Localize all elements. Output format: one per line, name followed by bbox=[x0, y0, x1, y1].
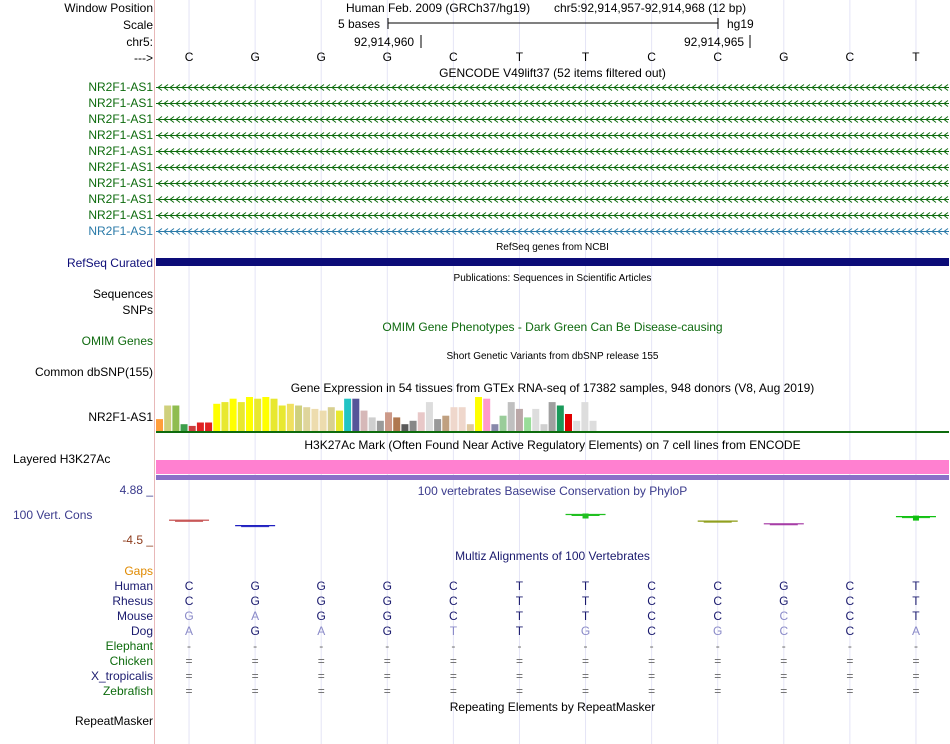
alignment-base: - bbox=[319, 639, 324, 653]
alignment-base: = bbox=[317, 684, 325, 698]
gtex-tissue-bar[interactable] bbox=[303, 407, 310, 431]
base-letter: G bbox=[316, 50, 326, 64]
base-letter: G bbox=[779, 50, 789, 64]
species-label[interactable]: Zebrafish bbox=[102, 684, 153, 698]
gtex-tissue-bar[interactable] bbox=[500, 416, 507, 431]
gtex-tissue-bar[interactable] bbox=[246, 397, 253, 431]
base-letter: G bbox=[382, 50, 392, 64]
phylop-score-mark[interactable] bbox=[566, 514, 606, 519]
refseq-curated-bar[interactable] bbox=[156, 258, 949, 266]
scale-label: Scale bbox=[122, 18, 153, 32]
alignment-base: T bbox=[449, 624, 458, 638]
alignment-base: = bbox=[251, 684, 259, 698]
gtex-tissue-bar[interactable] bbox=[279, 406, 286, 432]
alignment-base: C bbox=[779, 624, 789, 638]
base-letter: T bbox=[912, 50, 920, 64]
gtex-tissue-bar[interactable] bbox=[434, 419, 441, 431]
gtex-tissue-bar[interactable] bbox=[230, 399, 237, 431]
alignment-base: = bbox=[383, 669, 391, 683]
gtex-tissue-bar[interactable] bbox=[410, 421, 417, 431]
alignment-base: = bbox=[714, 654, 722, 668]
gtex-tissue-bar[interactable] bbox=[254, 399, 261, 431]
alignment-base: G bbox=[779, 594, 789, 608]
alignment-base: C bbox=[449, 579, 458, 593]
alignment-base: C bbox=[184, 579, 194, 593]
gtex-tissue-bar[interactable] bbox=[393, 417, 400, 431]
gtex-gene-label[interactable]: NR2F1-AS1 bbox=[88, 410, 153, 424]
gtex-tissue-bar[interactable] bbox=[271, 399, 278, 431]
alignment-base: = bbox=[383, 654, 391, 668]
publications-snps-label[interactable]: SNPs bbox=[122, 303, 153, 317]
gtex-tissue-bar[interactable] bbox=[483, 399, 490, 431]
alignment-base: G bbox=[250, 579, 260, 593]
alignment-base: - bbox=[781, 639, 786, 653]
alignment-base: = bbox=[912, 654, 920, 668]
window-position-label: Window Position bbox=[64, 1, 153, 15]
species-label[interactable]: Mouse bbox=[116, 609, 153, 623]
assembly-title: Human Feb. 2009 (GRCh37/hg19) bbox=[346, 1, 531, 15]
gtex-tissue-bar[interactable] bbox=[221, 402, 228, 431]
gtex-tissue-bar[interactable] bbox=[549, 402, 556, 431]
gtex-tissue-bar[interactable] bbox=[516, 409, 523, 431]
phylop-score-mark[interactable] bbox=[764, 524, 804, 525]
publications-track-title: Publications: Sequences in Scientific Articles bbox=[453, 273, 652, 284]
phylop-score-mark[interactable] bbox=[169, 520, 209, 521]
base-letter: T bbox=[515, 50, 524, 64]
alignment-base: = bbox=[251, 654, 259, 668]
alignment-base: = bbox=[449, 669, 457, 683]
alignment-base: = bbox=[185, 654, 193, 668]
species-label[interactable]: Dog bbox=[130, 624, 153, 638]
gtex-tissue-bar[interactable] bbox=[213, 404, 220, 431]
gtex-track-title: Gene Expression in 54 tissues from GTEx RNA-seq of 17382 samples, 948 donors (V8, Aug 2019) bbox=[290, 381, 815, 395]
phylop-score-mark[interactable] bbox=[235, 526, 275, 527]
alignment-base: = bbox=[912, 684, 920, 698]
gencode-gene-label[interactable]: NR2F1-AS1 bbox=[88, 160, 153, 174]
alignment-base: = bbox=[714, 684, 722, 698]
phylop-conservation-marks[interactable] bbox=[169, 514, 936, 527]
base-letter: C bbox=[647, 50, 656, 64]
base-position-grid bbox=[189, 0, 916, 744]
gtex-tissue-bar[interactable] bbox=[524, 417, 531, 431]
gtex-tissue-bar[interactable] bbox=[181, 424, 188, 431]
gtex-tissue-bar[interactable] bbox=[262, 397, 269, 431]
gencode-gene-feature[interactable] bbox=[156, 101, 949, 107]
gtex-tissue-bar[interactable] bbox=[385, 412, 392, 431]
alignment-base: = bbox=[846, 684, 854, 698]
gtex-tissue-bar[interactable] bbox=[573, 421, 580, 431]
base-letter: G bbox=[250, 50, 260, 64]
alignment-base: G bbox=[316, 594, 326, 608]
alignment-base: - bbox=[385, 639, 390, 653]
direction-arrow-label: ---> bbox=[134, 51, 153, 65]
species-label[interactable]: Rhesus bbox=[112, 594, 153, 608]
phylop-label[interactable]: 100 Vert. Cons bbox=[13, 508, 93, 522]
gtex-tissue-bar[interactable] bbox=[361, 411, 368, 431]
position-text: chr5:92,914,957-92,914,968 (12 bp) bbox=[554, 1, 747, 15]
phylop-min-label: -4.5 _ bbox=[122, 533, 153, 547]
gencode-gene-feature[interactable] bbox=[156, 197, 949, 203]
gencode-gene-label[interactable]: NR2F1-AS1 bbox=[88, 80, 153, 94]
alignment-base: A bbox=[185, 624, 194, 638]
gtex-tissue-bar[interactable] bbox=[156, 419, 163, 431]
gtex-tissue-bar[interactable] bbox=[197, 423, 204, 432]
gtex-tissue-bar[interactable] bbox=[426, 402, 433, 431]
alignment-base: C bbox=[845, 624, 855, 638]
alignment-base: = bbox=[251, 669, 259, 683]
alignment-base: C bbox=[647, 579, 656, 593]
alignment-base: = bbox=[515, 684, 523, 698]
alignment-base: - bbox=[253, 639, 258, 653]
alignment-base: C bbox=[449, 594, 458, 608]
gtex-tissue-bar[interactable] bbox=[320, 411, 327, 431]
gencode-gene-label[interactable]: NR2F1-AS1 bbox=[88, 144, 153, 158]
gtex-tissue-bar[interactable] bbox=[450, 407, 457, 431]
alignment-base: - bbox=[451, 639, 456, 653]
coord-label-2: 92,914,965 bbox=[684, 35, 745, 49]
gtex-tissue-bar[interactable] bbox=[311, 409, 318, 431]
alignment-base: = bbox=[780, 654, 788, 668]
alignment-base: T bbox=[581, 579, 590, 593]
alignment-base: T bbox=[515, 624, 524, 638]
gtex-tissue-bar[interactable] bbox=[508, 402, 515, 431]
base-letter: C bbox=[713, 50, 723, 64]
gtex-tissue-bar[interactable] bbox=[295, 406, 302, 432]
alignment-base: G bbox=[382, 624, 392, 638]
alignment-base: C bbox=[713, 594, 723, 608]
alignment-base: - bbox=[517, 639, 522, 653]
base-letter: T bbox=[581, 50, 590, 64]
repeatmasker-track-title: Repeating Elements by RepeatMasker bbox=[449, 700, 656, 714]
refseq-curated-label[interactable]: RefSeq Curated bbox=[66, 256, 153, 270]
alignment-base: T bbox=[581, 609, 590, 623]
multiz-track-title: Multiz Alignments of 100 Vertebrates bbox=[455, 549, 650, 563]
alignment-base: - bbox=[649, 639, 654, 653]
gtex-tissue-bar[interactable] bbox=[581, 402, 588, 431]
scale-db: hg19 bbox=[727, 17, 754, 31]
gtex-tissue-bar[interactable] bbox=[352, 399, 359, 431]
gencode-gene-feature[interactable] bbox=[156, 165, 949, 171]
gencode-gene-label[interactable]: NR2F1-AS1 bbox=[88, 176, 153, 190]
alignment-base: T bbox=[912, 609, 920, 623]
omim-genes-label[interactable]: OMIM Genes bbox=[81, 334, 153, 348]
gtex-tissue-bar[interactable] bbox=[590, 421, 597, 431]
gtex-tissue-bar[interactable] bbox=[401, 424, 408, 431]
alignment-base: C bbox=[713, 609, 723, 623]
phylop-track-title: 100 vertebrates Basewise Conservation by PhyloP bbox=[417, 484, 688, 498]
phylop-max-label: 4.88 _ bbox=[119, 483, 153, 497]
dbsnp-label[interactable]: Common dbSNP(155) bbox=[34, 365, 153, 379]
gencode-gene-rows[interactable] bbox=[156, 85, 949, 235]
h3k27ac-signal-band[interactable] bbox=[156, 460, 949, 474]
gtex-tissue-bar[interactable] bbox=[418, 412, 425, 431]
alignment-base: G bbox=[382, 579, 392, 593]
alignment-base: C bbox=[647, 594, 656, 608]
alignment-base: G bbox=[316, 579, 326, 593]
gtex-tissue-bar[interactable] bbox=[532, 409, 539, 431]
alignment-base: C bbox=[779, 609, 789, 623]
alignment-base: G bbox=[713, 624, 723, 638]
alignment-base: = bbox=[185, 669, 193, 683]
alignment-base: = bbox=[846, 654, 854, 668]
alignment-base: G bbox=[382, 594, 392, 608]
gtex-tissue-bar[interactable] bbox=[336, 411, 343, 431]
species-label[interactable]: Elephant bbox=[105, 639, 153, 653]
alignment-base: T bbox=[912, 579, 920, 593]
gencode-gene-label[interactable]: NR2F1-AS1 bbox=[88, 128, 153, 142]
alignment-base: C bbox=[184, 594, 194, 608]
alignment-base: = bbox=[648, 654, 656, 668]
alignment-base: = bbox=[846, 669, 854, 683]
gencode-gene-feature[interactable] bbox=[156, 213, 949, 219]
alignment-base: T bbox=[912, 594, 920, 608]
gencode-gene-label[interactable]: NR2F1-AS1 bbox=[88, 208, 153, 222]
gencode-gene-feature[interactable] bbox=[156, 133, 949, 139]
gencode-gene-feature[interactable] bbox=[156, 149, 949, 155]
gtex-tissue-bar[interactable] bbox=[344, 399, 351, 431]
alignment-base: = bbox=[582, 669, 590, 683]
gtex-tissue-bar[interactable] bbox=[172, 406, 179, 432]
gtex-tissue-bar[interactable] bbox=[540, 424, 547, 431]
gencode-gene-label[interactable]: NR2F1-AS1 bbox=[88, 96, 153, 110]
h3k27ac-track-title: H3K27Ac Mark (Often Found Near Active Regulatory Elements) on 7 cell lines from ENCODE bbox=[304, 438, 801, 452]
alignment-base: = bbox=[582, 654, 590, 668]
h3k27ac-label[interactable]: Layered H3K27Ac bbox=[13, 452, 111, 466]
alignment-base: = bbox=[317, 654, 325, 668]
alignment-base: = bbox=[449, 684, 457, 698]
gtex-tissue-bar[interactable] bbox=[442, 416, 449, 431]
alignment-base: - bbox=[847, 639, 852, 653]
chrom-label: chr5: bbox=[126, 35, 153, 49]
multiz-gaps-label: Gaps bbox=[124, 564, 153, 578]
gencode-gene-feature[interactable] bbox=[156, 229, 949, 235]
alignment-base: C bbox=[845, 594, 855, 608]
alignment-base: C bbox=[647, 609, 656, 623]
alignment-base: - bbox=[715, 639, 720, 653]
refseq-track-title: RefSeq genes from NCBI bbox=[496, 242, 609, 253]
alignment-base: T bbox=[515, 594, 524, 608]
gencode-gene-label[interactable]: NR2F1-AS1 bbox=[88, 224, 153, 238]
gencode-gene-label[interactable]: NR2F1-AS1 bbox=[88, 112, 153, 126]
alignment-base: G bbox=[316, 609, 326, 623]
gencode-gene-label[interactable]: NR2F1-AS1 bbox=[88, 192, 153, 206]
omim-track-title: OMIM Gene Phenotypes - Dark Green Can Be Disease-causing bbox=[382, 320, 723, 334]
gtex-expression-bars[interactable] bbox=[156, 397, 597, 431]
base-letter: C bbox=[449, 50, 458, 64]
gtex-tissue-bar[interactable] bbox=[557, 406, 564, 432]
alignment-base: G bbox=[580, 624, 591, 638]
alignment-base: = bbox=[714, 669, 722, 683]
gtex-tissue-bar[interactable] bbox=[467, 424, 474, 431]
alignment-base: C bbox=[845, 609, 855, 623]
gtex-tissue-bar[interactable] bbox=[287, 404, 294, 431]
dbsnp-track-title: Short Genetic Variants from dbSNP release 155 bbox=[446, 351, 659, 362]
gtex-tissue-bar[interactable] bbox=[377, 421, 384, 431]
gtex-tissue-bar[interactable] bbox=[565, 414, 572, 431]
alignment-base: - bbox=[583, 639, 588, 653]
alignment-base: = bbox=[317, 669, 325, 683]
alignment-base: T bbox=[515, 609, 524, 623]
alignment-base: C bbox=[845, 579, 855, 593]
scale-bases: 5 bases bbox=[338, 17, 381, 31]
gencode-gene-feature[interactable] bbox=[156, 117, 949, 123]
publications-sequences-label[interactable]: Sequences bbox=[92, 287, 153, 301]
alignment-base: = bbox=[582, 684, 590, 698]
gencode-track-title: GENCODE V49lift37 (52 items filtered out) bbox=[439, 66, 666, 80]
alignment-base: = bbox=[515, 654, 523, 668]
alignment-base: = bbox=[648, 669, 656, 683]
coord-label-1: 92,914,960 bbox=[354, 35, 415, 49]
gtex-tissue-bar[interactable] bbox=[328, 407, 335, 431]
repeatmasker-label[interactable]: RepeatMasker bbox=[74, 714, 153, 728]
alignment-base: = bbox=[515, 669, 523, 683]
gtex-tissue-bar[interactable] bbox=[369, 417, 376, 431]
alignment-base: = bbox=[383, 684, 391, 698]
base-letter: C bbox=[184, 50, 194, 64]
gtex-tissue-bar[interactable] bbox=[205, 423, 212, 432]
alignment-base: G bbox=[779, 579, 789, 593]
phylop-score-mark[interactable] bbox=[896, 516, 936, 521]
gtex-tissue-bar[interactable] bbox=[459, 407, 466, 431]
alignment-base: G bbox=[382, 609, 392, 623]
gtex-tissue-bar[interactable] bbox=[189, 426, 196, 431]
alignment-base: = bbox=[912, 669, 920, 683]
gtex-tissue-bar[interactable] bbox=[238, 402, 245, 431]
alignment-base: = bbox=[780, 669, 788, 683]
alignment-base: T bbox=[581, 594, 590, 608]
alignment-base: = bbox=[780, 684, 788, 698]
alignment-base: G bbox=[184, 609, 194, 623]
alignment-base: C bbox=[713, 579, 723, 593]
alignment-base: A bbox=[317, 624, 326, 638]
alignment-base: G bbox=[250, 624, 260, 638]
alignment-base: C bbox=[449, 609, 458, 623]
alignment-base: = bbox=[185, 684, 193, 698]
species-label[interactable]: X_tropicalis bbox=[90, 669, 153, 683]
species-label[interactable]: Human bbox=[114, 579, 153, 593]
alignment-base: C bbox=[647, 624, 656, 638]
gtex-tissue-bar[interactable] bbox=[164, 406, 171, 432]
gtex-tissue-bar[interactable] bbox=[475, 397, 482, 431]
alignment-base: A bbox=[251, 609, 260, 623]
base-letter: C bbox=[845, 50, 855, 64]
species-label[interactable]: Chicken bbox=[109, 654, 153, 668]
h3k27ac-signal-band-2[interactable] bbox=[156, 475, 949, 480]
gencode-gene-feature[interactable] bbox=[156, 181, 949, 187]
alignment-base: A bbox=[911, 624, 920, 638]
alignment-base: = bbox=[449, 654, 457, 668]
alignment-base: - bbox=[187, 639, 192, 653]
alignment-base: T bbox=[515, 579, 524, 593]
gencode-gene-feature[interactable] bbox=[156, 85, 949, 91]
alignment-base: - bbox=[913, 639, 918, 653]
phylop-score-mark[interactable] bbox=[698, 521, 738, 522]
alignment-base: = bbox=[648, 684, 656, 698]
gtex-tissue-bar[interactable] bbox=[491, 424, 498, 431]
alignment-base: G bbox=[250, 594, 260, 608]
